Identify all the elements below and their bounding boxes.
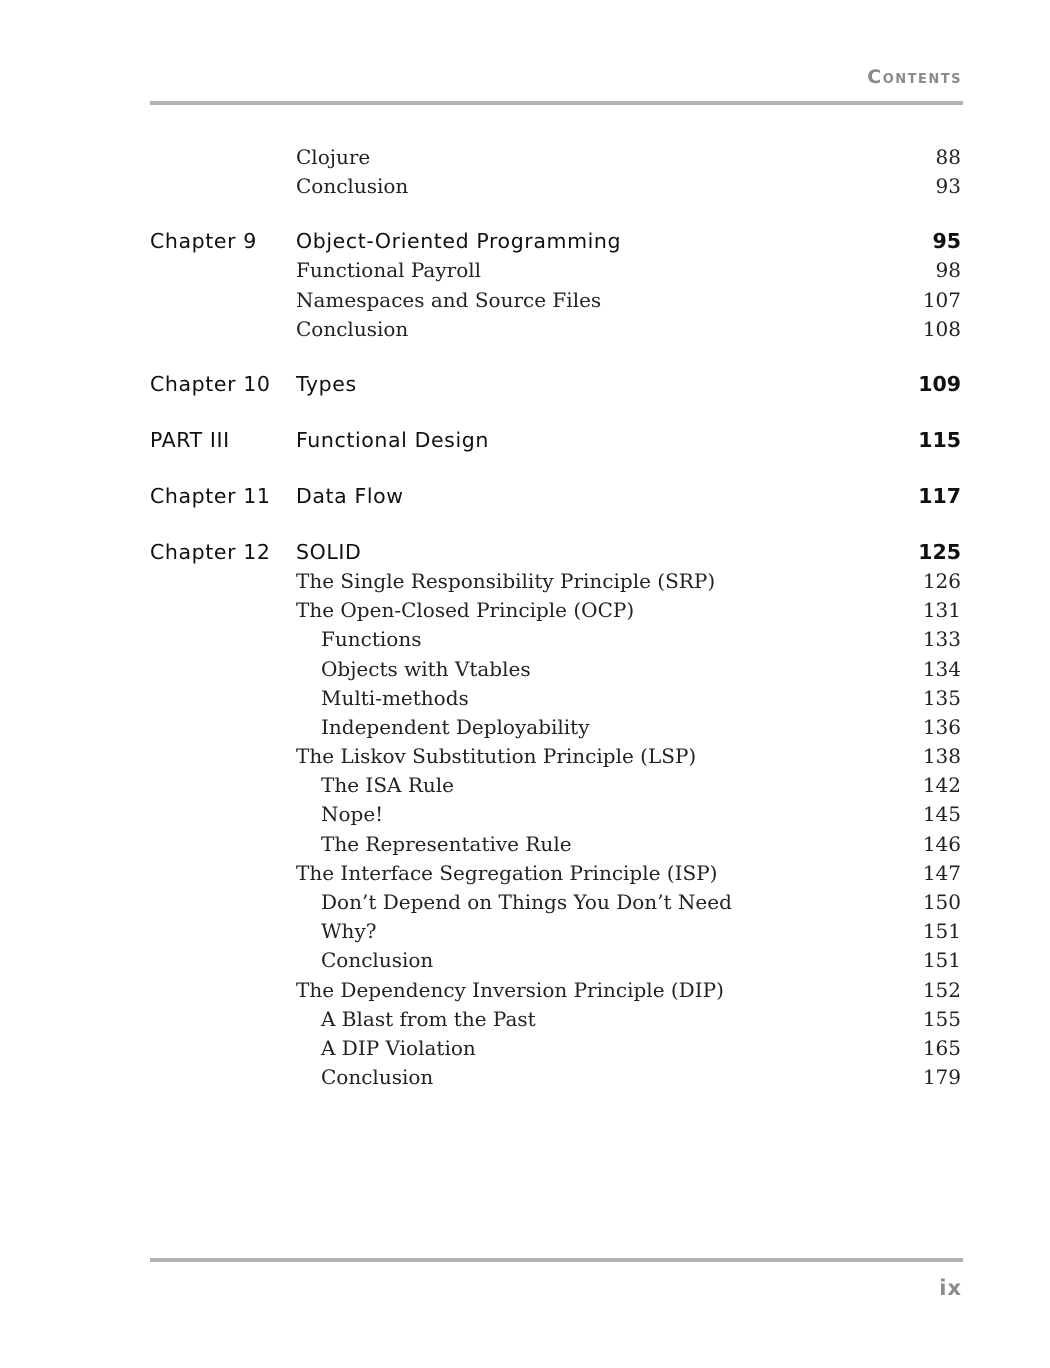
chapter-heading	[150, 369, 961, 399]
chapter-page: 125	[918, 539, 961, 564]
toc-entry	[150, 286, 961, 315]
chapter-page: 95	[932, 229, 961, 254]
part-heading	[150, 425, 961, 455]
toc-entry	[150, 256, 961, 285]
toc-entry-title: Nope!	[321, 802, 384, 827]
toc-subentry	[150, 684, 961, 713]
chapter-title: SOLID	[296, 539, 362, 564]
toc-subentry	[150, 771, 961, 800]
toc-entry-page: 98	[935, 258, 961, 283]
chapter-page: 117	[918, 483, 961, 508]
chapter-title: Types	[296, 371, 357, 396]
toc-entry	[150, 596, 961, 625]
bottom-rule	[150, 1258, 963, 1262]
toc-entry-title: The Single Responsibility Principle (SRP)	[296, 568, 716, 593]
toc-entry-page: 108	[922, 316, 961, 341]
toc-subentry	[150, 655, 961, 684]
toc-entry-page: 134	[922, 656, 961, 681]
toc-subentry	[150, 917, 961, 946]
toc-subentry	[150, 1034, 961, 1063]
toc-entry-page: 165	[922, 1035, 961, 1060]
toc-entry-title: The Interface Segregation Principle (ISP)	[296, 860, 718, 885]
toc-entry-title: The Liskov Substitution Principle (LSP)	[296, 744, 697, 769]
toc-entry-page: 88	[935, 145, 961, 169]
toc-entry-title: The Dependency Inversion Principle (DIP)	[296, 977, 724, 1002]
chapter-heading	[150, 481, 961, 511]
toc-entry-page: 179	[922, 1065, 961, 1090]
toc-entry-title: Objects with Vtables	[321, 656, 531, 681]
toc-entry-title: Multi-methods	[321, 685, 469, 710]
toc-entry-title: Functional Payroll	[296, 258, 482, 283]
toc-entry	[150, 976, 961, 1005]
chapter-heading	[150, 226, 961, 256]
toc-entry-page: 151	[922, 919, 961, 944]
chapter-page: 109	[918, 371, 961, 396]
toc-entry-page: 155	[922, 1006, 961, 1031]
toc-subentry	[150, 625, 961, 654]
chapter-label: Chapter 12	[150, 539, 271, 564]
toc-subentry	[150, 830, 961, 859]
part-title: Functional Design	[296, 427, 489, 452]
chapter-label: Chapter 9	[150, 229, 257, 254]
toc-entry-title: The Open-Closed Principle (OCP)	[296, 598, 635, 623]
toc-entry-title: Clojure	[296, 145, 371, 169]
toc-subentry	[150, 1005, 961, 1034]
toc-entry-title: Why?	[321, 919, 377, 944]
toc-entry-title: Functions	[321, 627, 422, 652]
toc-subentry	[150, 1063, 961, 1092]
toc-subentry	[150, 800, 961, 829]
toc-subentry	[150, 888, 961, 917]
toc-entry-page: 135	[922, 685, 961, 710]
toc-entry-page: 93	[935, 174, 961, 199]
toc-subentry	[150, 946, 961, 975]
toc-entry	[150, 742, 961, 771]
toc-entry-page: 138	[922, 744, 961, 769]
toc-entry-page: 147	[922, 860, 961, 885]
toc-subentry	[150, 713, 961, 742]
toc-entry-page: 107	[922, 287, 961, 312]
page-number: ix	[939, 1276, 962, 1300]
top-rule	[150, 101, 963, 105]
toc-entry-page: 145	[922, 802, 961, 827]
table-of-contents	[150, 143, 961, 1092]
chapter-heading	[150, 537, 961, 567]
toc-entry	[150, 315, 961, 344]
chapter-title: Object-Oriented Programming	[296, 229, 622, 254]
toc-entry-title: The ISA Rule	[321, 773, 454, 798]
part-label: PART III	[150, 427, 230, 452]
toc-entry-title: A DIP Violation	[321, 1035, 476, 1060]
toc-entry-title: The Representative Rule	[321, 831, 572, 856]
part-page: 115	[918, 427, 961, 452]
toc-entry	[150, 172, 961, 201]
toc-entry-title: Namespaces and Source Files	[296, 287, 602, 312]
toc-entry-title: Conclusion	[321, 948, 434, 973]
toc-entry-title: Conclusion	[296, 316, 409, 341]
chapter-label: Chapter 11	[150, 483, 271, 508]
toc-entry	[150, 567, 961, 596]
toc-entry-page: 142	[922, 773, 961, 798]
toc-entry-page: 131	[922, 598, 961, 623]
toc-entry-page: 126	[922, 568, 961, 593]
toc-entry-title: Conclusion	[321, 1065, 434, 1090]
chapter-title: Data Flow	[296, 483, 404, 508]
toc-entry-page: 151	[922, 948, 961, 973]
toc-entry	[150, 859, 961, 888]
toc-entry-page: 150	[922, 890, 961, 914]
toc-entry	[150, 143, 961, 172]
toc-entry-page: 152	[922, 977, 961, 1002]
toc-entry-title: Independent Deployability	[321, 714, 590, 739]
toc-entry-title: Conclusion	[296, 174, 409, 199]
running-head: Contents	[867, 66, 962, 88]
toc-entry-page: 136	[922, 714, 961, 739]
toc-entry-title: Don’t Depend on Things You Don’t Need	[321, 890, 732, 914]
toc-entry-page: 133	[922, 627, 961, 652]
chapter-label: Chapter 10	[150, 371, 271, 396]
toc-entry-title: A Blast from the Past	[321, 1006, 536, 1031]
toc-entry-page: 146	[922, 831, 961, 856]
